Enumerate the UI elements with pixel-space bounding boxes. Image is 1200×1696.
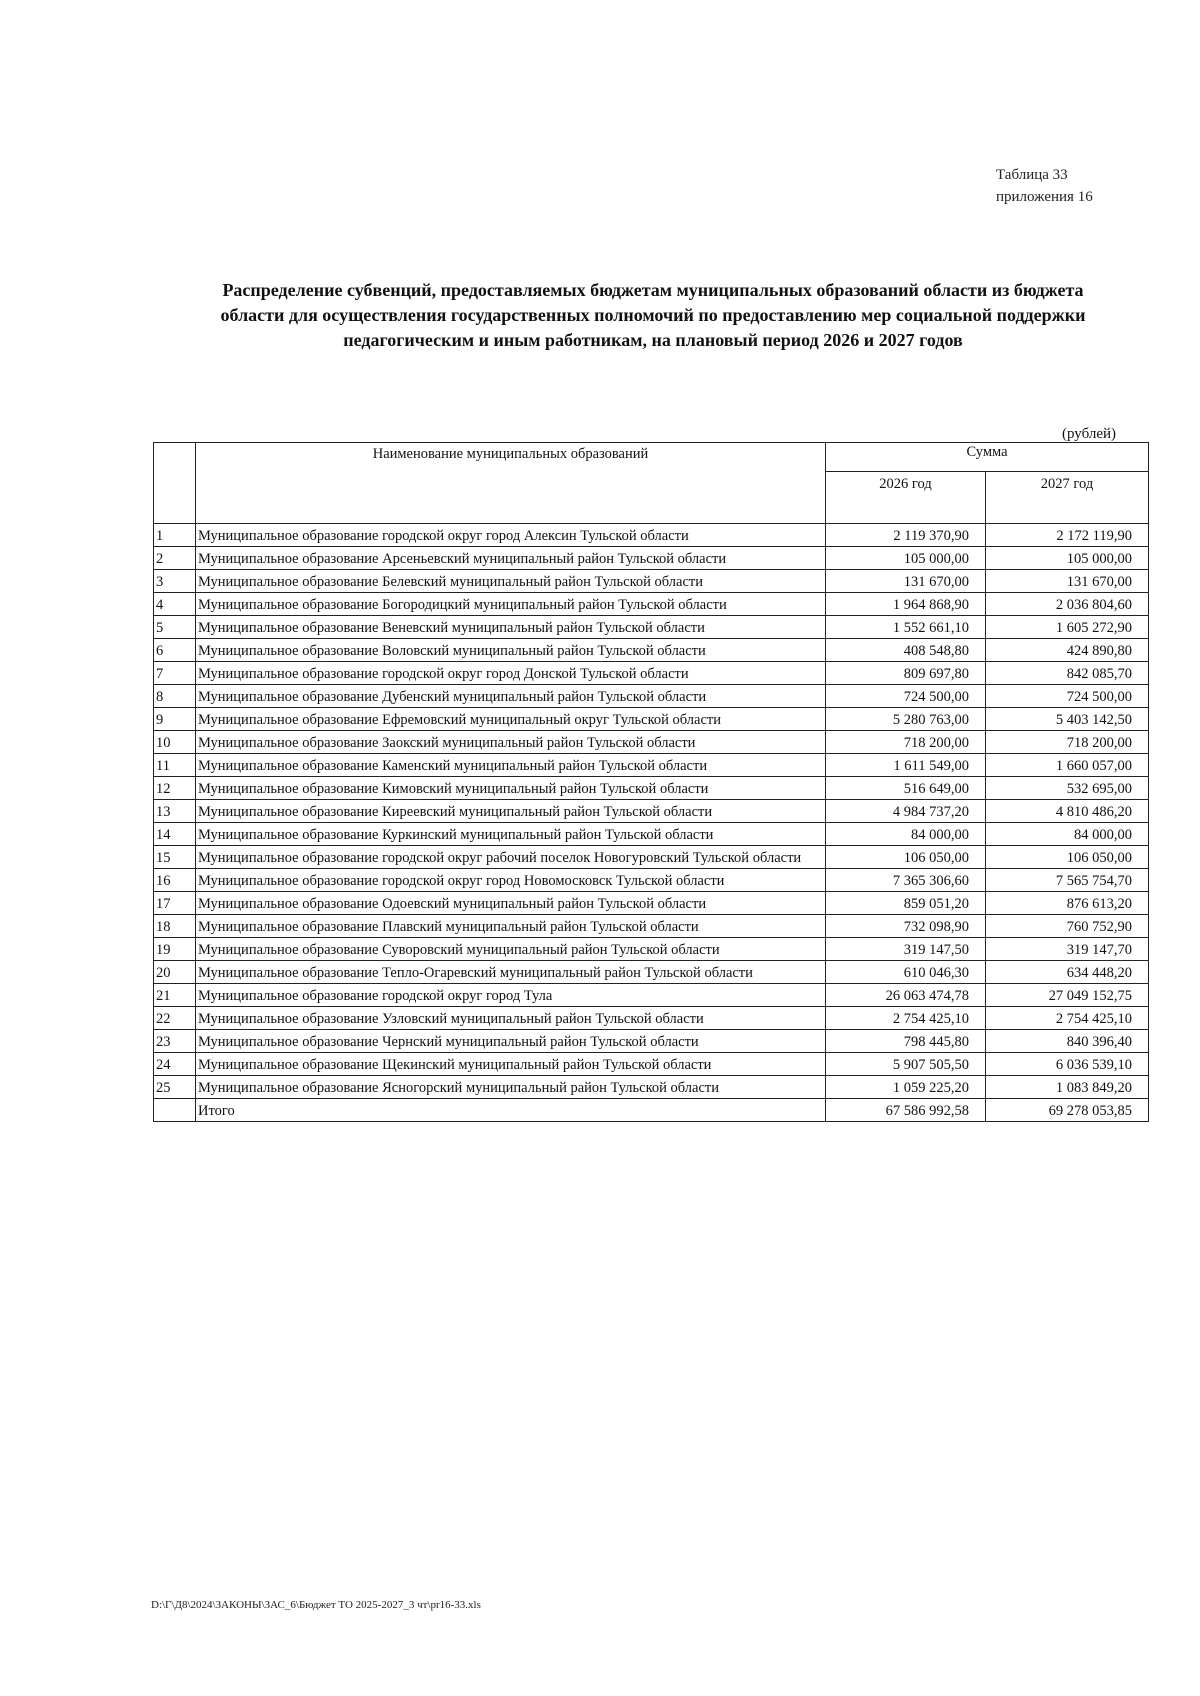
amount-2026: 106 050,00 xyxy=(826,846,986,869)
amount-2027: 27 049 152,75 xyxy=(986,984,1149,1007)
row-number: 9 xyxy=(154,708,196,731)
row-number: 5 xyxy=(154,616,196,639)
caption-appendix: приложения 16 xyxy=(996,189,1093,205)
row-number: 25 xyxy=(154,1076,196,1099)
total-2027: 69 278 053,85 xyxy=(986,1099,1149,1122)
row-number: 1 xyxy=(154,524,196,547)
row-number: 15 xyxy=(154,846,196,869)
row-number: 17 xyxy=(154,892,196,915)
municipality-name: Муниципальное образование Ясногорский муниципальный район Тульской области xyxy=(196,1076,826,1099)
amount-2026: 798 445,80 xyxy=(826,1030,986,1053)
row-number: 18 xyxy=(154,915,196,938)
amount-2026: 1 552 661,10 xyxy=(826,616,986,639)
table-row xyxy=(154,800,1149,823)
amount-2027: 840 396,40 xyxy=(986,1030,1149,1053)
amount-2026: 516 649,00 xyxy=(826,777,986,800)
row-number: 24 xyxy=(154,1053,196,1076)
row-number: 3 xyxy=(154,570,196,593)
row-number: 4 xyxy=(154,593,196,616)
amount-2027: 2 172 119,90 xyxy=(986,524,1149,547)
total-row xyxy=(154,1099,1149,1122)
amount-2026: 408 548,80 xyxy=(826,639,986,662)
table-row xyxy=(154,547,1149,570)
municipality-name: Муниципальное образование Богородицкий муниципальный район Тульской области xyxy=(196,593,826,616)
table-row xyxy=(154,915,1149,938)
table-row xyxy=(154,616,1149,639)
municipality-name: Муниципальное образование Воловский муниципальный район Тульской области xyxy=(196,639,826,662)
total-2026: 67 586 992,58 xyxy=(826,1099,986,1122)
table-row xyxy=(154,1007,1149,1030)
amount-2026: 4 984 737,20 xyxy=(826,800,986,823)
amount-2026: 2 119 370,90 xyxy=(826,524,986,547)
municipality-name: Муниципальное образование Арсеньевский муниципальный район Тульской области xyxy=(196,547,826,570)
amount-2026: 1 964 868,90 xyxy=(826,593,986,616)
table-row xyxy=(154,731,1149,754)
municipality-name: Муниципальное образование Киреевский муниципальный район Тульской области xyxy=(196,800,826,823)
municipality-name: Муниципальное образование городской округ город Алексин Тульской области xyxy=(196,524,826,547)
municipality-name: Муниципальное образование Веневский муниципальный район Тульской области xyxy=(196,616,826,639)
municipality-name: Муниципальное образование Щекинский муниципальный район Тульской области xyxy=(196,1053,826,1076)
municipality-name: Муниципальное образование городской округ город Новомосковск Тульской области xyxy=(196,869,826,892)
municipality-name: Муниципальное образование Кимовский муниципальный район Тульской области xyxy=(196,777,826,800)
table-row xyxy=(154,1030,1149,1053)
row-number: 7 xyxy=(154,662,196,685)
amount-2027: 876 613,20 xyxy=(986,892,1149,915)
amount-2027: 5 403 142,50 xyxy=(986,708,1149,731)
row-number: 13 xyxy=(154,800,196,823)
amount-2027: 760 752,90 xyxy=(986,915,1149,938)
amount-2027: 4 810 486,20 xyxy=(986,800,1149,823)
amount-2027: 84 000,00 xyxy=(986,823,1149,846)
municipality-name: Муниципальное образование Заокский муниципальный район Тульской области xyxy=(196,731,826,754)
total-label: Итого xyxy=(196,1099,826,1122)
amount-2027: 131 670,00 xyxy=(986,570,1149,593)
municipality-name: Муниципальное образование Дубенский муниципальный район Тульской области xyxy=(196,685,826,708)
amount-2026: 718 200,00 xyxy=(826,731,986,754)
row-number: 14 xyxy=(154,823,196,846)
amount-2026: 7 365 306,60 xyxy=(826,869,986,892)
caption-table-number: Таблица 33 xyxy=(996,167,1068,183)
municipality-name: Муниципальное образование Одоевский муниципальный район Тульской области xyxy=(196,892,826,915)
subsidy-table xyxy=(153,442,1149,1122)
table-row xyxy=(154,961,1149,984)
municipality-name: Муниципальное образование Ефремовский муниципальный округ Тульской области xyxy=(196,708,826,731)
row-number: 6 xyxy=(154,639,196,662)
amount-2026: 105 000,00 xyxy=(826,547,986,570)
table-row xyxy=(154,754,1149,777)
amount-2026: 724 500,00 xyxy=(826,685,986,708)
amount-2027: 634 448,20 xyxy=(986,961,1149,984)
table-row xyxy=(154,639,1149,662)
amount-2027: 424 890,80 xyxy=(986,639,1149,662)
table-row xyxy=(154,593,1149,616)
header-name: Наименование муниципальных образований xyxy=(196,443,826,524)
amount-2027: 2 036 804,60 xyxy=(986,593,1149,616)
table-row xyxy=(154,1053,1149,1076)
amount-2026: 809 697,80 xyxy=(826,662,986,685)
amount-2027: 532 695,00 xyxy=(986,777,1149,800)
row-number: 12 xyxy=(154,777,196,800)
amount-2027: 6 036 539,10 xyxy=(986,1053,1149,1076)
amount-2026: 319 147,50 xyxy=(826,938,986,961)
municipality-name: Муниципальное образование Каменский муниципальный район Тульской области xyxy=(196,754,826,777)
table-row xyxy=(154,1076,1149,1099)
amount-2026: 5 907 505,50 xyxy=(826,1053,986,1076)
municipality-name: Муниципальное образование городской округ рабочий поселок Новогуровский Тульской области xyxy=(196,846,826,869)
table-row xyxy=(154,685,1149,708)
row-number: 23 xyxy=(154,1030,196,1053)
document-title xyxy=(170,278,1136,353)
title-line-3: педагогическим и иным работникам, на плановый период 2026 и 2027 годов xyxy=(343,330,963,350)
title-line-1: Распределение субвенций, предоставляемых бюджетам муниципальных образований области из бюджета xyxy=(222,280,1084,300)
table-row xyxy=(154,823,1149,846)
row-number: 19 xyxy=(154,938,196,961)
row-number: 22 xyxy=(154,1007,196,1030)
municipality-name: Муниципальное образование Плавский муниципальный район Тульской области xyxy=(196,915,826,938)
table-row xyxy=(154,892,1149,915)
header-year-2026: 2026 год xyxy=(826,472,986,524)
municipality-name: Муниципальное образование Белевский муниципальный район Тульской области xyxy=(196,570,826,593)
table-row xyxy=(154,524,1149,547)
row-number: 10 xyxy=(154,731,196,754)
header-year-2027: 2027 год xyxy=(986,472,1149,524)
row-number: 16 xyxy=(154,869,196,892)
municipality-name: Муниципальное образование Чернский муниципальный район Тульской области xyxy=(196,1030,826,1053)
file-path-footer: D:\Г\Д8\2024\ЗАКОНЫ\ЗАС_6\Бюджет ТО 2025-2027_3 чт\pr16-33.xls xyxy=(151,1599,481,1611)
amount-2027: 7 565 754,70 xyxy=(986,869,1149,892)
table-row xyxy=(154,938,1149,961)
amount-2026: 610 046,30 xyxy=(826,961,986,984)
amount-2026: 1 059 225,20 xyxy=(826,1076,986,1099)
amount-2027: 319 147,70 xyxy=(986,938,1149,961)
table-row xyxy=(154,662,1149,685)
amount-2026: 1 611 549,00 xyxy=(826,754,986,777)
amount-2026: 859 051,20 xyxy=(826,892,986,915)
amount-2027: 724 500,00 xyxy=(986,685,1149,708)
amount-2026: 5 280 763,00 xyxy=(826,708,986,731)
table-row xyxy=(154,777,1149,800)
amount-2027: 106 050,00 xyxy=(986,846,1149,869)
row-number: 21 xyxy=(154,984,196,1007)
amount-2026: 84 000,00 xyxy=(826,823,986,846)
municipality-name: Муниципальное образование Узловский муниципальный район Тульской области xyxy=(196,1007,826,1030)
table-caption xyxy=(996,164,1093,208)
municipality-name: Муниципальное образование Тепло-Огаревский муниципальный район Тульской области xyxy=(196,961,826,984)
table-row xyxy=(154,570,1149,593)
units-label: (рублей) xyxy=(1062,426,1117,442)
table-row xyxy=(154,869,1149,892)
header-sum: Сумма xyxy=(826,443,1149,472)
table-row xyxy=(154,984,1149,1007)
table-row xyxy=(154,708,1149,731)
municipality-name: Муниципальное образование городской округ город Тула xyxy=(196,984,826,1007)
title-line-2: области для осуществления государственных полномочий по предоставлению мер социальной поддержки xyxy=(220,305,1086,325)
row-number: 20 xyxy=(154,961,196,984)
amount-2026: 131 670,00 xyxy=(826,570,986,593)
amount-2027: 105 000,00 xyxy=(986,547,1149,570)
municipality-name: Муниципальное образование Куркинский муниципальный район Тульской области xyxy=(196,823,826,846)
amount-2026: 2 754 425,10 xyxy=(826,1007,986,1030)
header-number xyxy=(154,443,196,524)
amount-2027: 842 085,70 xyxy=(986,662,1149,685)
amount-2027: 1 660 057,00 xyxy=(986,754,1149,777)
amount-2027: 718 200,00 xyxy=(986,731,1149,754)
municipality-name: Муниципальное образование городской округ город Донской Тульской области xyxy=(196,662,826,685)
amount-2027: 1 083 849,20 xyxy=(986,1076,1149,1099)
amount-2027: 2 754 425,10 xyxy=(986,1007,1149,1030)
row-number: 8 xyxy=(154,685,196,708)
row-number: 2 xyxy=(154,547,196,570)
municipality-name: Муниципальное образование Суворовский муниципальный район Тульской области xyxy=(196,938,826,961)
table-row xyxy=(154,846,1149,869)
amount-2026: 26 063 474,78 xyxy=(826,984,986,1007)
row-number: 11 xyxy=(154,754,196,777)
amount-2026: 732 098,90 xyxy=(826,915,986,938)
amount-2027: 1 605 272,90 xyxy=(986,616,1149,639)
total-number-cell xyxy=(154,1099,196,1122)
